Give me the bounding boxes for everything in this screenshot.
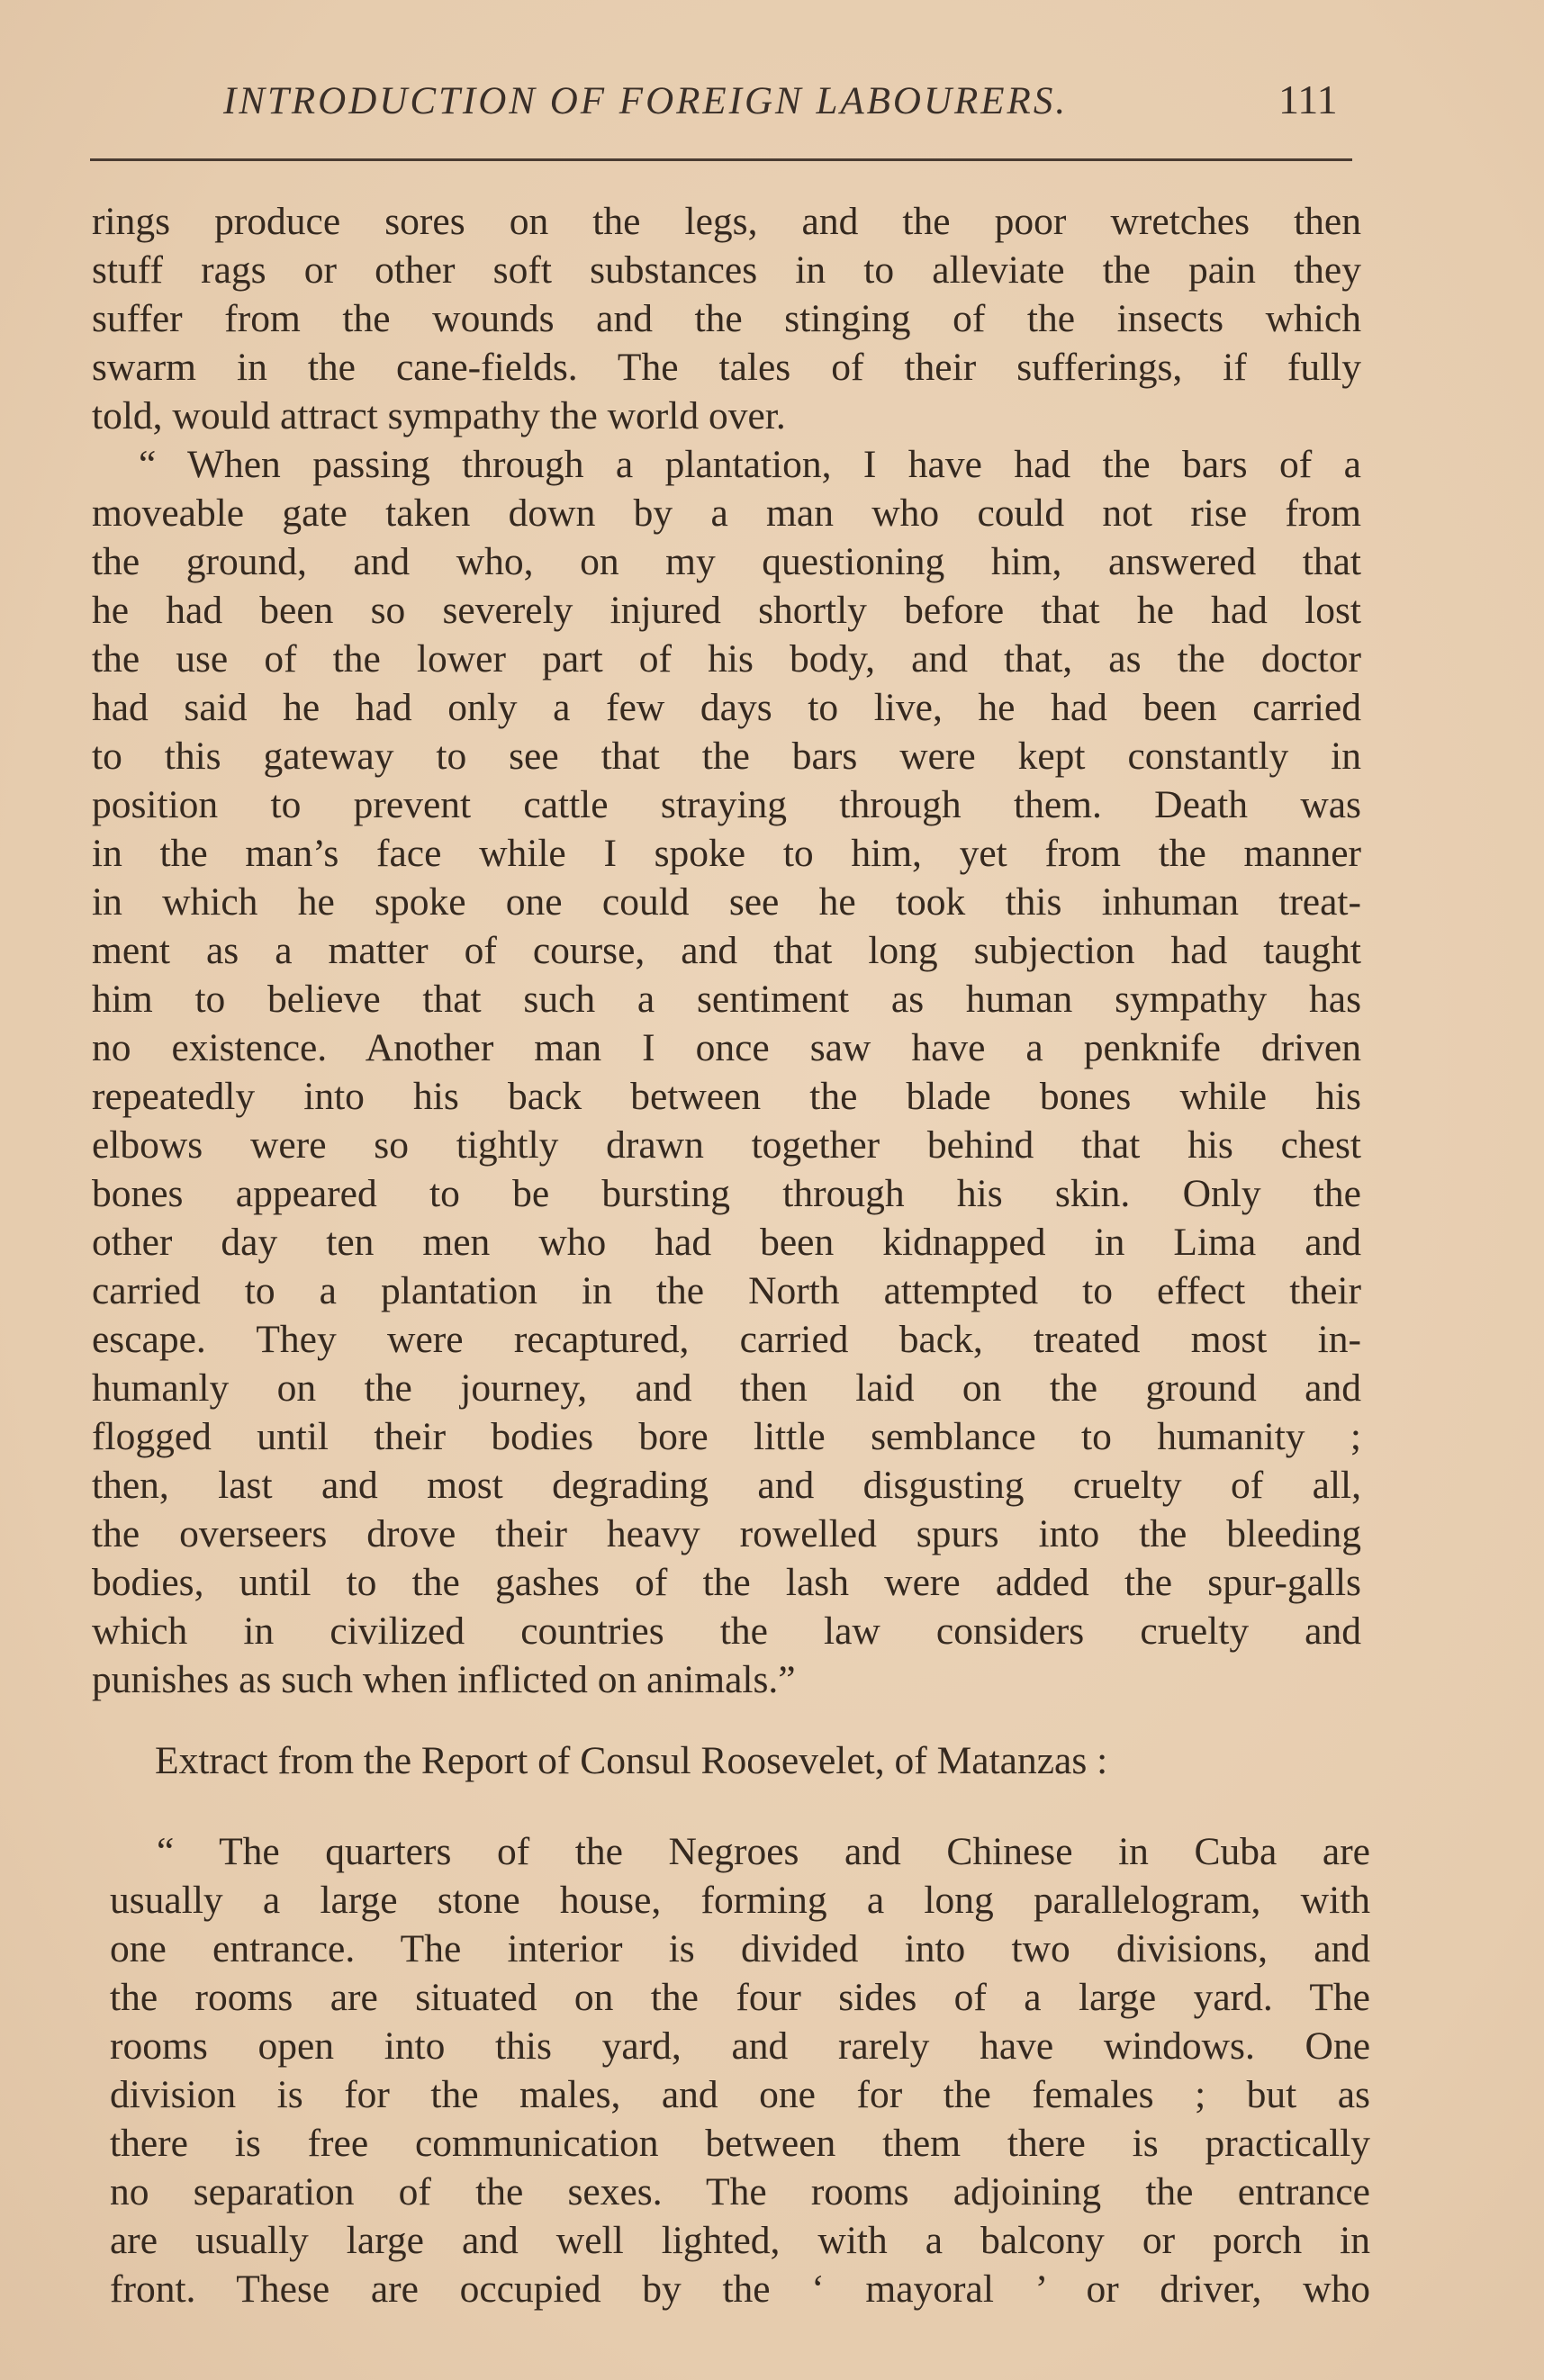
text-line: in the man’s face while I spoke to him, yet from the manner xyxy=(92,832,1361,875)
text-line: there is free communication between them there is practically xyxy=(110,2122,1370,2165)
text-line: flogged until their bodies bore little semblance to humanity ; xyxy=(92,1415,1361,1458)
text-line: escape. They were recaptured, carried back, treated most in- xyxy=(92,1318,1361,1361)
text-line: to this gateway to see that the bars were kept constantly in xyxy=(92,735,1361,778)
text-line: no separation of the sexes. The rooms adjoining the entrance xyxy=(110,2170,1370,2213)
text-line: the rooms are situated on the four sides of a large yard. The xyxy=(110,1976,1370,2019)
text-line: punishes as such when inflicted on animals.” xyxy=(92,1658,796,1701)
text-line: then, last and most degrading and disgusting cruelty of all, xyxy=(92,1464,1361,1507)
text-line: moveable gate taken down by a man who could not rise from xyxy=(92,491,1361,535)
text-line: the use of the lower part of his body, and that, as the doctor xyxy=(92,637,1361,681)
paragraph-quotation xyxy=(92,440,1361,1704)
paragraph-continuation xyxy=(92,197,1361,440)
text-line: position to prevent cattle straying through them. Death was xyxy=(92,783,1361,826)
text-line: usually a large stone house, forming a long parallelogram, with xyxy=(110,1879,1370,1922)
text-line: are usually large and well lighted, with a balcony or porch in xyxy=(110,2219,1370,2262)
text-line: “ When passing through a plantation, I have had the bars of a xyxy=(139,443,1361,486)
text-line: ment as a matter of course, and that long subjection had taught xyxy=(92,929,1361,972)
text-line: carried to a plantation in the North attempted to effect their xyxy=(92,1269,1361,1312)
text-line: elbows were so tightly drawn together behind that his chest xyxy=(92,1123,1361,1167)
text-line: which in civilized countries the law considers cruelty and xyxy=(92,1609,1361,1653)
text-line: swarm in the cane-fields. The tales of their sufferings, if fully xyxy=(92,346,1361,389)
text-line: “ The quarters of the Negroes and Chinese in Cuba are xyxy=(157,1830,1370,1873)
text-line: humanly on the journey, and then laid on the ground and xyxy=(92,1366,1361,1410)
page-number: 111 xyxy=(1278,77,1338,122)
text-line: he had been so severely injured shortly before that he had lost xyxy=(92,589,1361,632)
text-line: stuff rags or other soft substances in to alleviate the pain they xyxy=(92,248,1361,292)
paragraph-consul-report xyxy=(110,1827,1370,2313)
running-title: INTRODUCTION OF FOREIGN LABOURERS. xyxy=(223,80,1069,122)
text-line: rooms open into this yard, and rarely have windows. One xyxy=(110,2024,1370,2068)
header-rule xyxy=(90,158,1352,161)
text-line: bones appeared to be bursting through his skin. Only the xyxy=(92,1172,1361,1215)
text-line: the overseers drove their heavy rowelled spurs into the bleeding xyxy=(92,1512,1361,1555)
text-line: him to believe that such a sentiment as human sympathy has xyxy=(92,978,1361,1021)
text-line: in which he spoke one could see he took this inhuman treat- xyxy=(92,880,1361,924)
text-line: rings produce sores on the legs, and the poor wretches then xyxy=(92,200,1361,243)
text-line: the ground, and who, on my questioning him, answered that xyxy=(92,540,1361,583)
text-line: division is for the males, and one for the females ; but as xyxy=(110,2073,1370,2116)
text-line: suffer from the wounds and the stinging of the insects which xyxy=(92,297,1361,340)
page-header xyxy=(90,79,1350,142)
extract-heading: Extract from the Report of Consul Roosevelet, of Matanzas : xyxy=(155,1739,1108,1782)
text-line: repeatedly into his back between the blade bones while his xyxy=(92,1075,1361,1118)
text-line: other day ten men who had been kidnapped in Lima and xyxy=(92,1221,1361,1264)
text-line: had said he had only a few days to live, he had been carried xyxy=(92,686,1361,729)
text-line: no existence. Another man I once saw have a penknife driven xyxy=(92,1026,1361,1069)
text-line: bodies, until to the gashes of the lash were added the spur-galls xyxy=(92,1561,1361,1604)
text-line: one entrance. The interior is divided into two divisions, and xyxy=(110,1927,1370,1970)
text-line: told, would attract sympathy the world over. xyxy=(92,394,786,437)
text-line: front. These are occupied by the ‘ mayoral ’ or driver, who xyxy=(110,2267,1370,2311)
